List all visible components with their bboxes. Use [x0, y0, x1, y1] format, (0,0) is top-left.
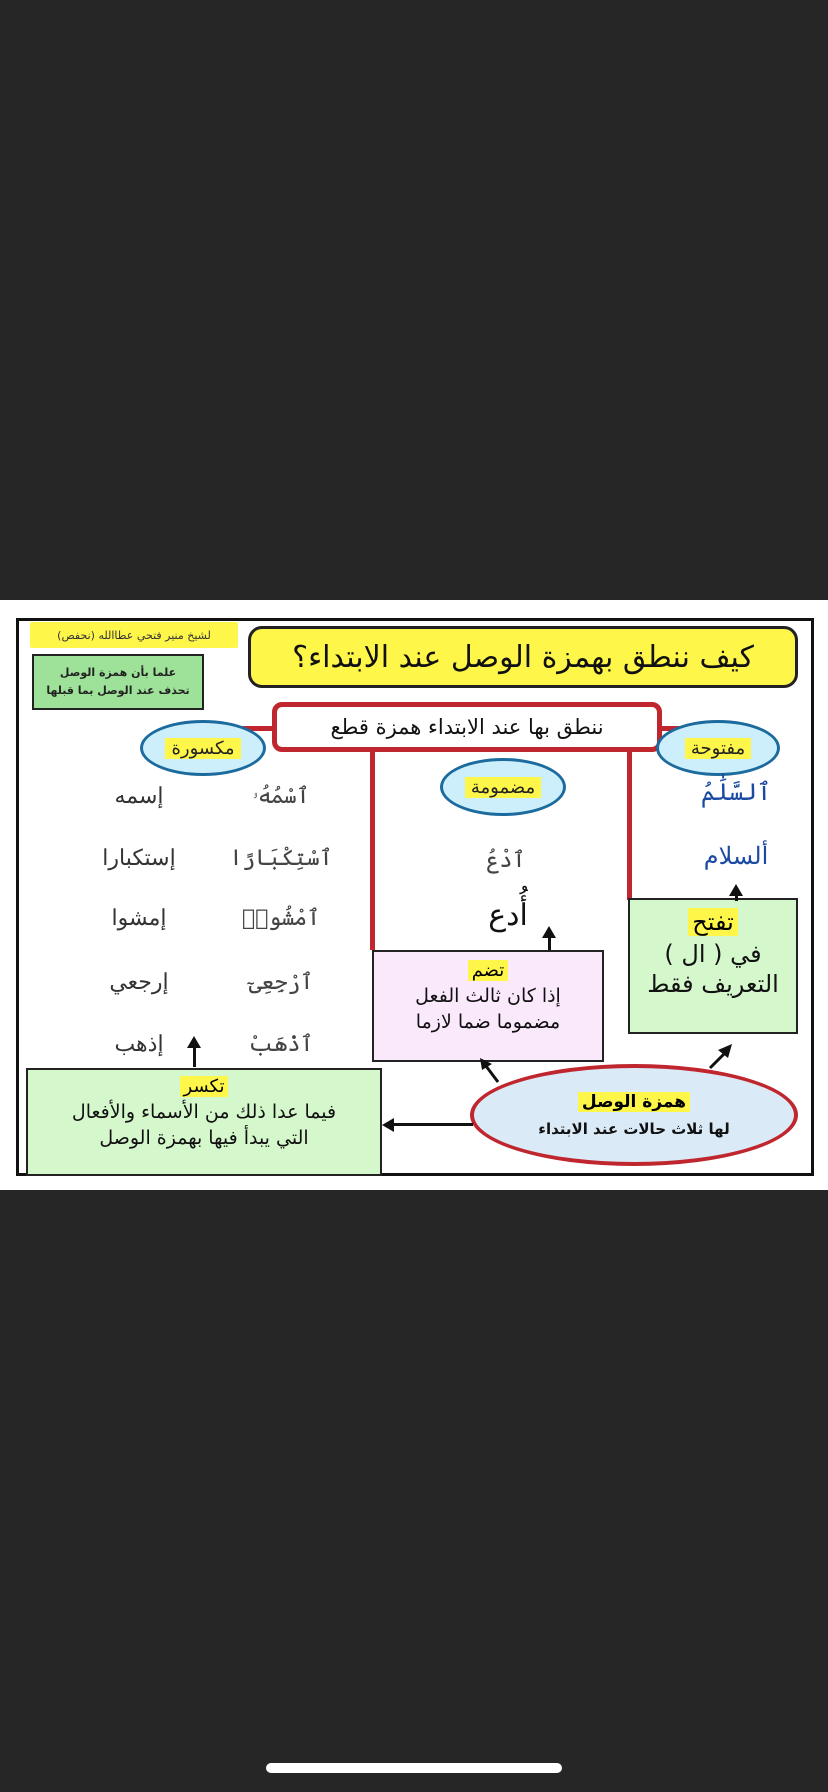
maftuha-word-quranic: ٱلسَّلَٰمُ	[700, 778, 772, 806]
maksura-quranic-4: ٱرْجِعِىٓ	[248, 970, 314, 995]
rule-damm-label: تضم	[468, 960, 509, 981]
center-text: لها ثلاث حالات عند الابتداء	[538, 1120, 730, 1138]
main-title: كيف ننطق بهمزة الوصل عند الابتداء؟	[248, 626, 798, 688]
rule-kasr-line-2: التي يبدأ فيها بهمزة الوصل	[99, 1127, 309, 1149]
maksura-spoken-5: إذهب	[114, 1032, 164, 1057]
red-connector-right	[627, 748, 632, 900]
category-maksura	[140, 720, 266, 776]
center-title: همزة الوصل	[578, 1092, 690, 1112]
madmuma-word-quranic: ٱدْعُ	[486, 848, 526, 873]
madmuma-word-spoken: أُدع	[488, 898, 528, 933]
maksura-quranic-3: ٱمْشُوا۟	[242, 906, 320, 931]
arrow-stem-kasr	[393, 1123, 473, 1126]
maksura-spoken-2: إستكبارا	[102, 846, 176, 871]
rule-kasr-line-1: فيما عدا ذلك من الأسماء والأفعال	[71, 1101, 337, 1123]
maftuha-word-spoken: ألسلام	[703, 842, 769, 870]
note-line-1: علما بأن همزة الوصل	[59, 666, 177, 679]
rule-fath-line-2: التعريف فقط	[647, 970, 779, 998]
rule-fath-label: تفتح	[688, 908, 738, 936]
arrow-stem-madmuma	[548, 936, 551, 950]
note-line-2: تحذف عند الوصل بما قبلها	[46, 684, 190, 697]
rule-kasr-label: تكسر	[180, 1076, 229, 1097]
rule-damm-line-1: إذا كان ثالث الفعل	[415, 985, 561, 1007]
rule-fath-line-1: في ( ال )	[664, 940, 762, 968]
category-madmuma	[440, 758, 566, 816]
rule-kasr-box	[26, 1068, 382, 1176]
maksura-spoken-3: إمشوا	[111, 906, 167, 931]
rule-fath-box	[628, 898, 798, 1034]
arrow-stem-maftuha	[735, 895, 738, 901]
maksura-quranic-2: ٱسْتِكْبَارًا	[229, 846, 333, 871]
subtitle-box: ننطق بها عند الابتداء همزة قطع	[272, 702, 662, 752]
rule-damm-line-2: مضموما ضما لازما	[415, 1011, 561, 1033]
author-credit: لشيخ منير فتحي عطاالله (نحفص)	[30, 622, 238, 648]
maksura-quranic-1: ٱسْمُهُۥ	[252, 784, 310, 809]
arrow-stem-maksura	[193, 1047, 196, 1067]
maksura-quranic-5: ٱذْهَبْ	[248, 1032, 314, 1057]
category-maftuha-label: مفتوحة	[685, 738, 751, 759]
category-maksura-label: مكسورة	[165, 738, 240, 759]
maksura-spoken-4: إرجعي	[109, 970, 169, 995]
arrow-line-damm	[486, 1066, 498, 1082]
category-madmuma-label: مضمومة	[465, 777, 541, 798]
home-indicator	[266, 1763, 562, 1773]
category-maftuha	[656, 720, 780, 776]
diagonal-arrows	[460, 1030, 740, 1090]
note-box	[32, 654, 204, 710]
red-connector-left	[370, 748, 375, 950]
maksura-spoken-1: إسمه	[114, 784, 164, 809]
